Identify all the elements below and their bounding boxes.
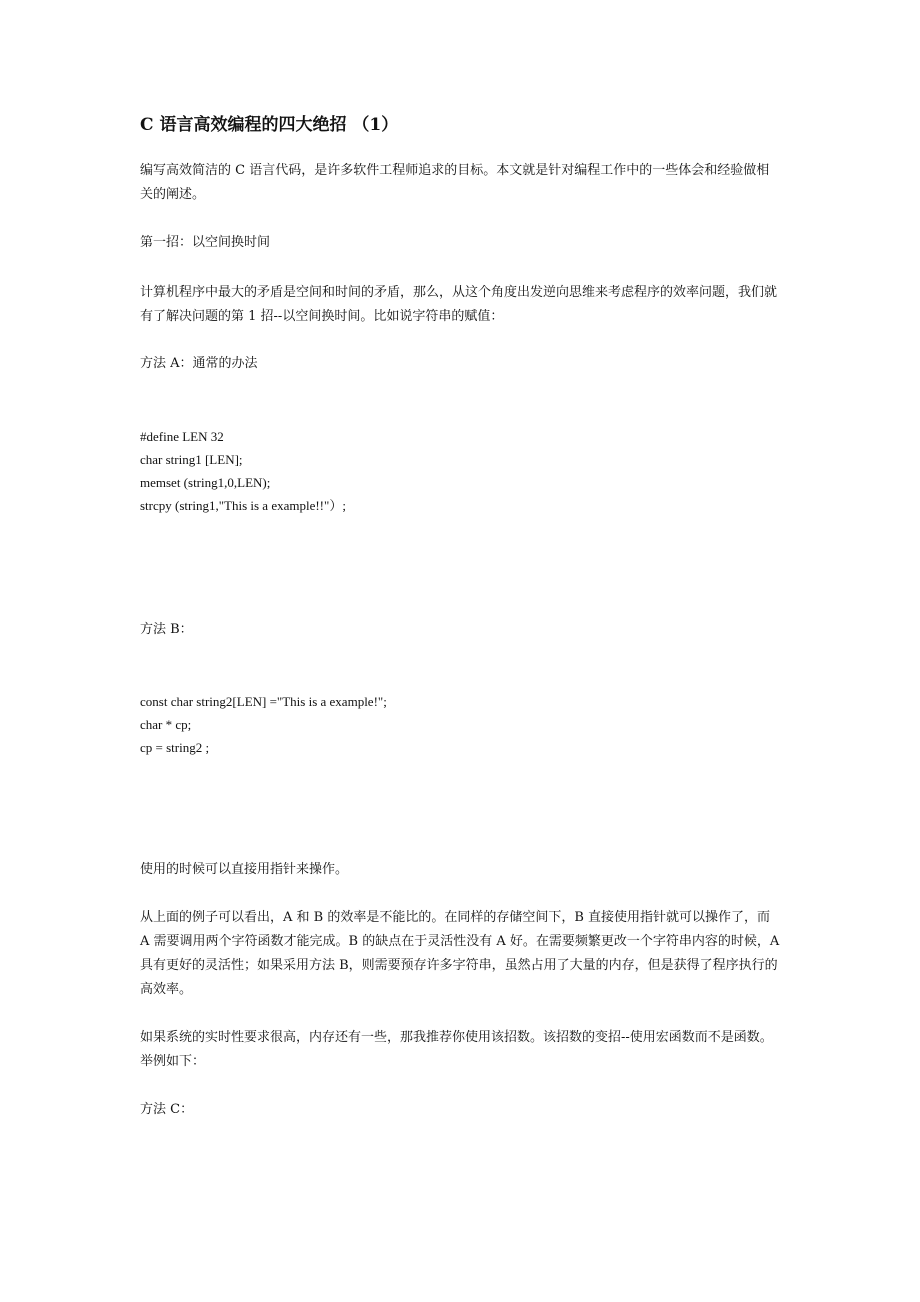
code-line: cp = string2 ; [140, 740, 210, 755]
code-line: memset (string1,0,LEN); [140, 475, 271, 490]
usage-note: 使用的时候可以直接用指针来操作。 [140, 862, 349, 877]
document-title: C 语言高效编程的四大绝招 （1） [140, 115, 399, 135]
section1-paragraph: 计算机程序中最大的矛盾是空间和时间的矛盾，那么，从这个角度出发逆向思维来考虑程序的效率问题，我们就有了解决问题的第 1 招--以空间换时间。比如说字符串的赋值： [140, 285, 778, 324]
comparison-paragraph: 从上面的例子可以看出，A 和 B 的效率是不能比的。在同样的存储空间下，B 直接使用指针就可以操作了，而 A 需要调用两个字符函数才能完成。B 的缺点在于灵活性没有 A 好。在需要频繁更改一个字符串内容的时候，A 具有更好的灵活性；如果采用方法 B，则需要预存许多字符串，虽然占用了大量的内存，但是获得了程序执行的高效率。 [140, 910, 780, 997]
method-a-label: 方法 A：通常的办法 [140, 356, 258, 371]
code-line: const char string2[LEN] ="This is a example!"; [140, 694, 387, 709]
recommendation-paragraph: 如果系统的实时性要求很高，内存还有一些，那我推荐你使用该招数。该招数的变招--使用宏函数而不是函数。举例如下： [140, 1030, 773, 1069]
method-b-label: 方法 B： [140, 622, 193, 637]
code-line: #define LEN 32 [140, 429, 224, 444]
method-a-code-block [140, 425, 782, 517]
intro-paragraph: 编写高效简洁的 C 语言代码，是许多软件工程师追求的目标。本文就是针对编程工作中的一些体会和经验做相关的阐述。 [140, 163, 770, 202]
code-line: char * cp; [140, 717, 192, 732]
code-line: char string1 [LEN]; [140, 452, 243, 467]
section1-heading: 第一招：以空间换时间 [140, 235, 271, 250]
code-line: strcpy (string1,"This is a example!!"）; [140, 498, 346, 513]
method-b-code-block [140, 690, 782, 759]
method-c-label: 方法 C： [140, 1102, 194, 1117]
